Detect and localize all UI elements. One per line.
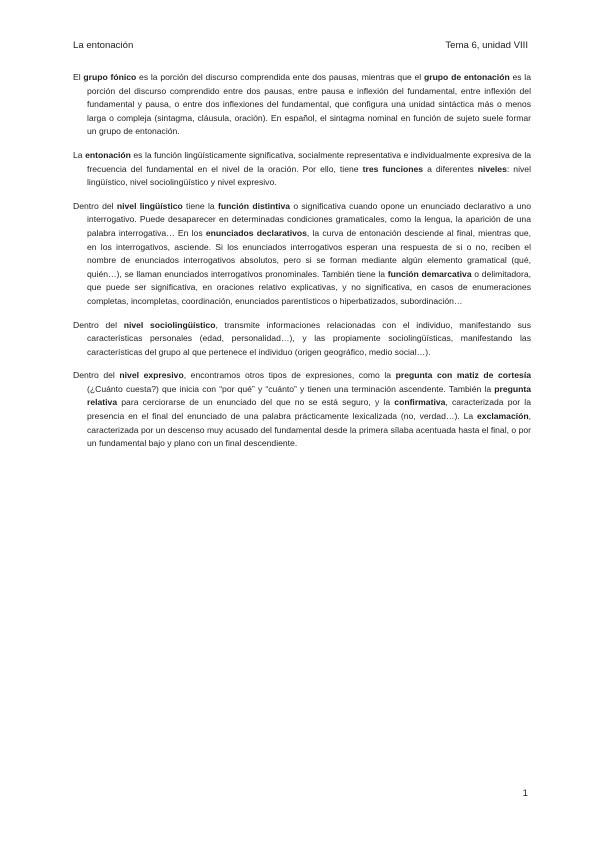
text-run: para cerciorarse de un enunciado del que no se está seguro, y la [117, 397, 395, 408]
bold-term: exclamación [477, 411, 529, 422]
text-run: o significativa cuando opone un enunciado declarativo a uno interrogativo. Puede desaparecer en determinadas condiciones gramaticales, como la lengua, la aparición de una palabra interrogativa… En los [87, 200, 531, 238]
text-run: es la función lingüísticamente significativa, socialmente representativa e individualmente expresiva de la frecuencia del fundamental en el nivel de la oración. Por ello, tiene [87, 149, 532, 174]
text-run: tiene la [182, 200, 218, 211]
paragraph-grupo-fonico [73, 71, 531, 139]
text-run: , encontramos otros tipos de expresiones, como la [183, 370, 396, 381]
text-run: El [73, 72, 84, 82]
text-run: es la porción del discurso comprendida ente dos pausas, mientras que el [136, 72, 424, 82]
text-run: Dentro del [73, 370, 120, 381]
bold-term: confirmativa [394, 397, 446, 408]
text-run: (¿Cuánto cuesta?) que inicia con “por qué” y “cuánto” y tienen una terminación ascendente. También la [87, 383, 495, 394]
text-run: o delimitadora, que puede ser significativa, en oraciones relativo explicativas, y no significativa, en casos de enumeraciones completas, incompletas, coordinación, enunciados parentísticos o hiperbatizados, subordinación… [87, 268, 531, 306]
paragraph-nivel-linguistico [73, 200, 531, 309]
bold-term: entonación [85, 149, 131, 160]
bold-term: niveles [477, 163, 507, 174]
text-run: es la porción del discurso comprendido entre dos pausas, entre pausa e inflexión del fundamental, entre inflexión del fundamental y pausa, o entre dos inflexiones del fundamental, que configura una unidad sintáctica más o menos larga o compleja (sintagma, cláusula, oración). En español, el sintagma nominal en función de sujeto suele formar un grupo de entonación. [87, 72, 531, 137]
text-run: , caracterizada por la presencia en el final del enunciado de una palabra prácticamente lexicalizada (no, verdad…). La [87, 397, 531, 422]
text-run: , transmite informaciones relacionadas con el individuo, manifestando sus características personales (edad, personalidad…), y las propiamente sociolingüísticas, manifestando las características del grupo al que pertenece el individuo (origen geográfico, medio social…). [87, 319, 532, 357]
bold-term: nivel expresivo [119, 370, 184, 381]
bold-term: función demarcativa [387, 268, 472, 279]
header-title: La entonación [73, 40, 134, 51]
bold-term: función distintiva [217, 200, 291, 211]
bold-term: grupo de entonación [423, 72, 510, 82]
text-run: : nivel lingüístico, nivel sociolingüístico y nivel expresivo. [87, 163, 531, 188]
bold-term: pregunta relativa [87, 383, 531, 408]
bold-term: nivel sociolingüístico [123, 319, 216, 330]
text-run: La [73, 149, 86, 160]
paragraph-nivel-sociolinguistico [73, 319, 531, 360]
bold-term: grupo fónico [83, 72, 137, 82]
text-run: , la curva de entonación desciende al final, mientras que, en los interrogativos, asciende. Si los enunciados interrogativos esperan una respuesta de si o no, reciben el nombre de enunciados interrogativos absolutos, pero si se forman mediante algún elemento gramatical (qué, quién…), se llaman enunciados interrogativos pronominales. También tiene la [87, 227, 532, 279]
text-run: Dentro del [73, 319, 124, 330]
bold-term: enunciados declarativos [205, 227, 307, 238]
bold-term: pregunta con matiz de cortesía [395, 370, 531, 381]
bold-term: nivel lingüístico [116, 200, 183, 211]
document-body [73, 71, 531, 461]
bold-term: tres funciones [362, 163, 424, 174]
paragraph-nivel-expresivo [73, 369, 531, 451]
text-run: a diferentes [423, 163, 478, 174]
text-run: Dentro del [73, 200, 117, 211]
header-unit: Tema 6, unidad VIII [445, 40, 528, 51]
paragraph-entonacion [73, 149, 531, 190]
page-number: 1 [522, 788, 528, 799]
text-run: , caracterizada por un descenso muy acusado del fundamental desde la primera sílaba acentuada hasta el final, o por un fundamental bajo y plano con un final descendiente. [87, 411, 531, 449]
